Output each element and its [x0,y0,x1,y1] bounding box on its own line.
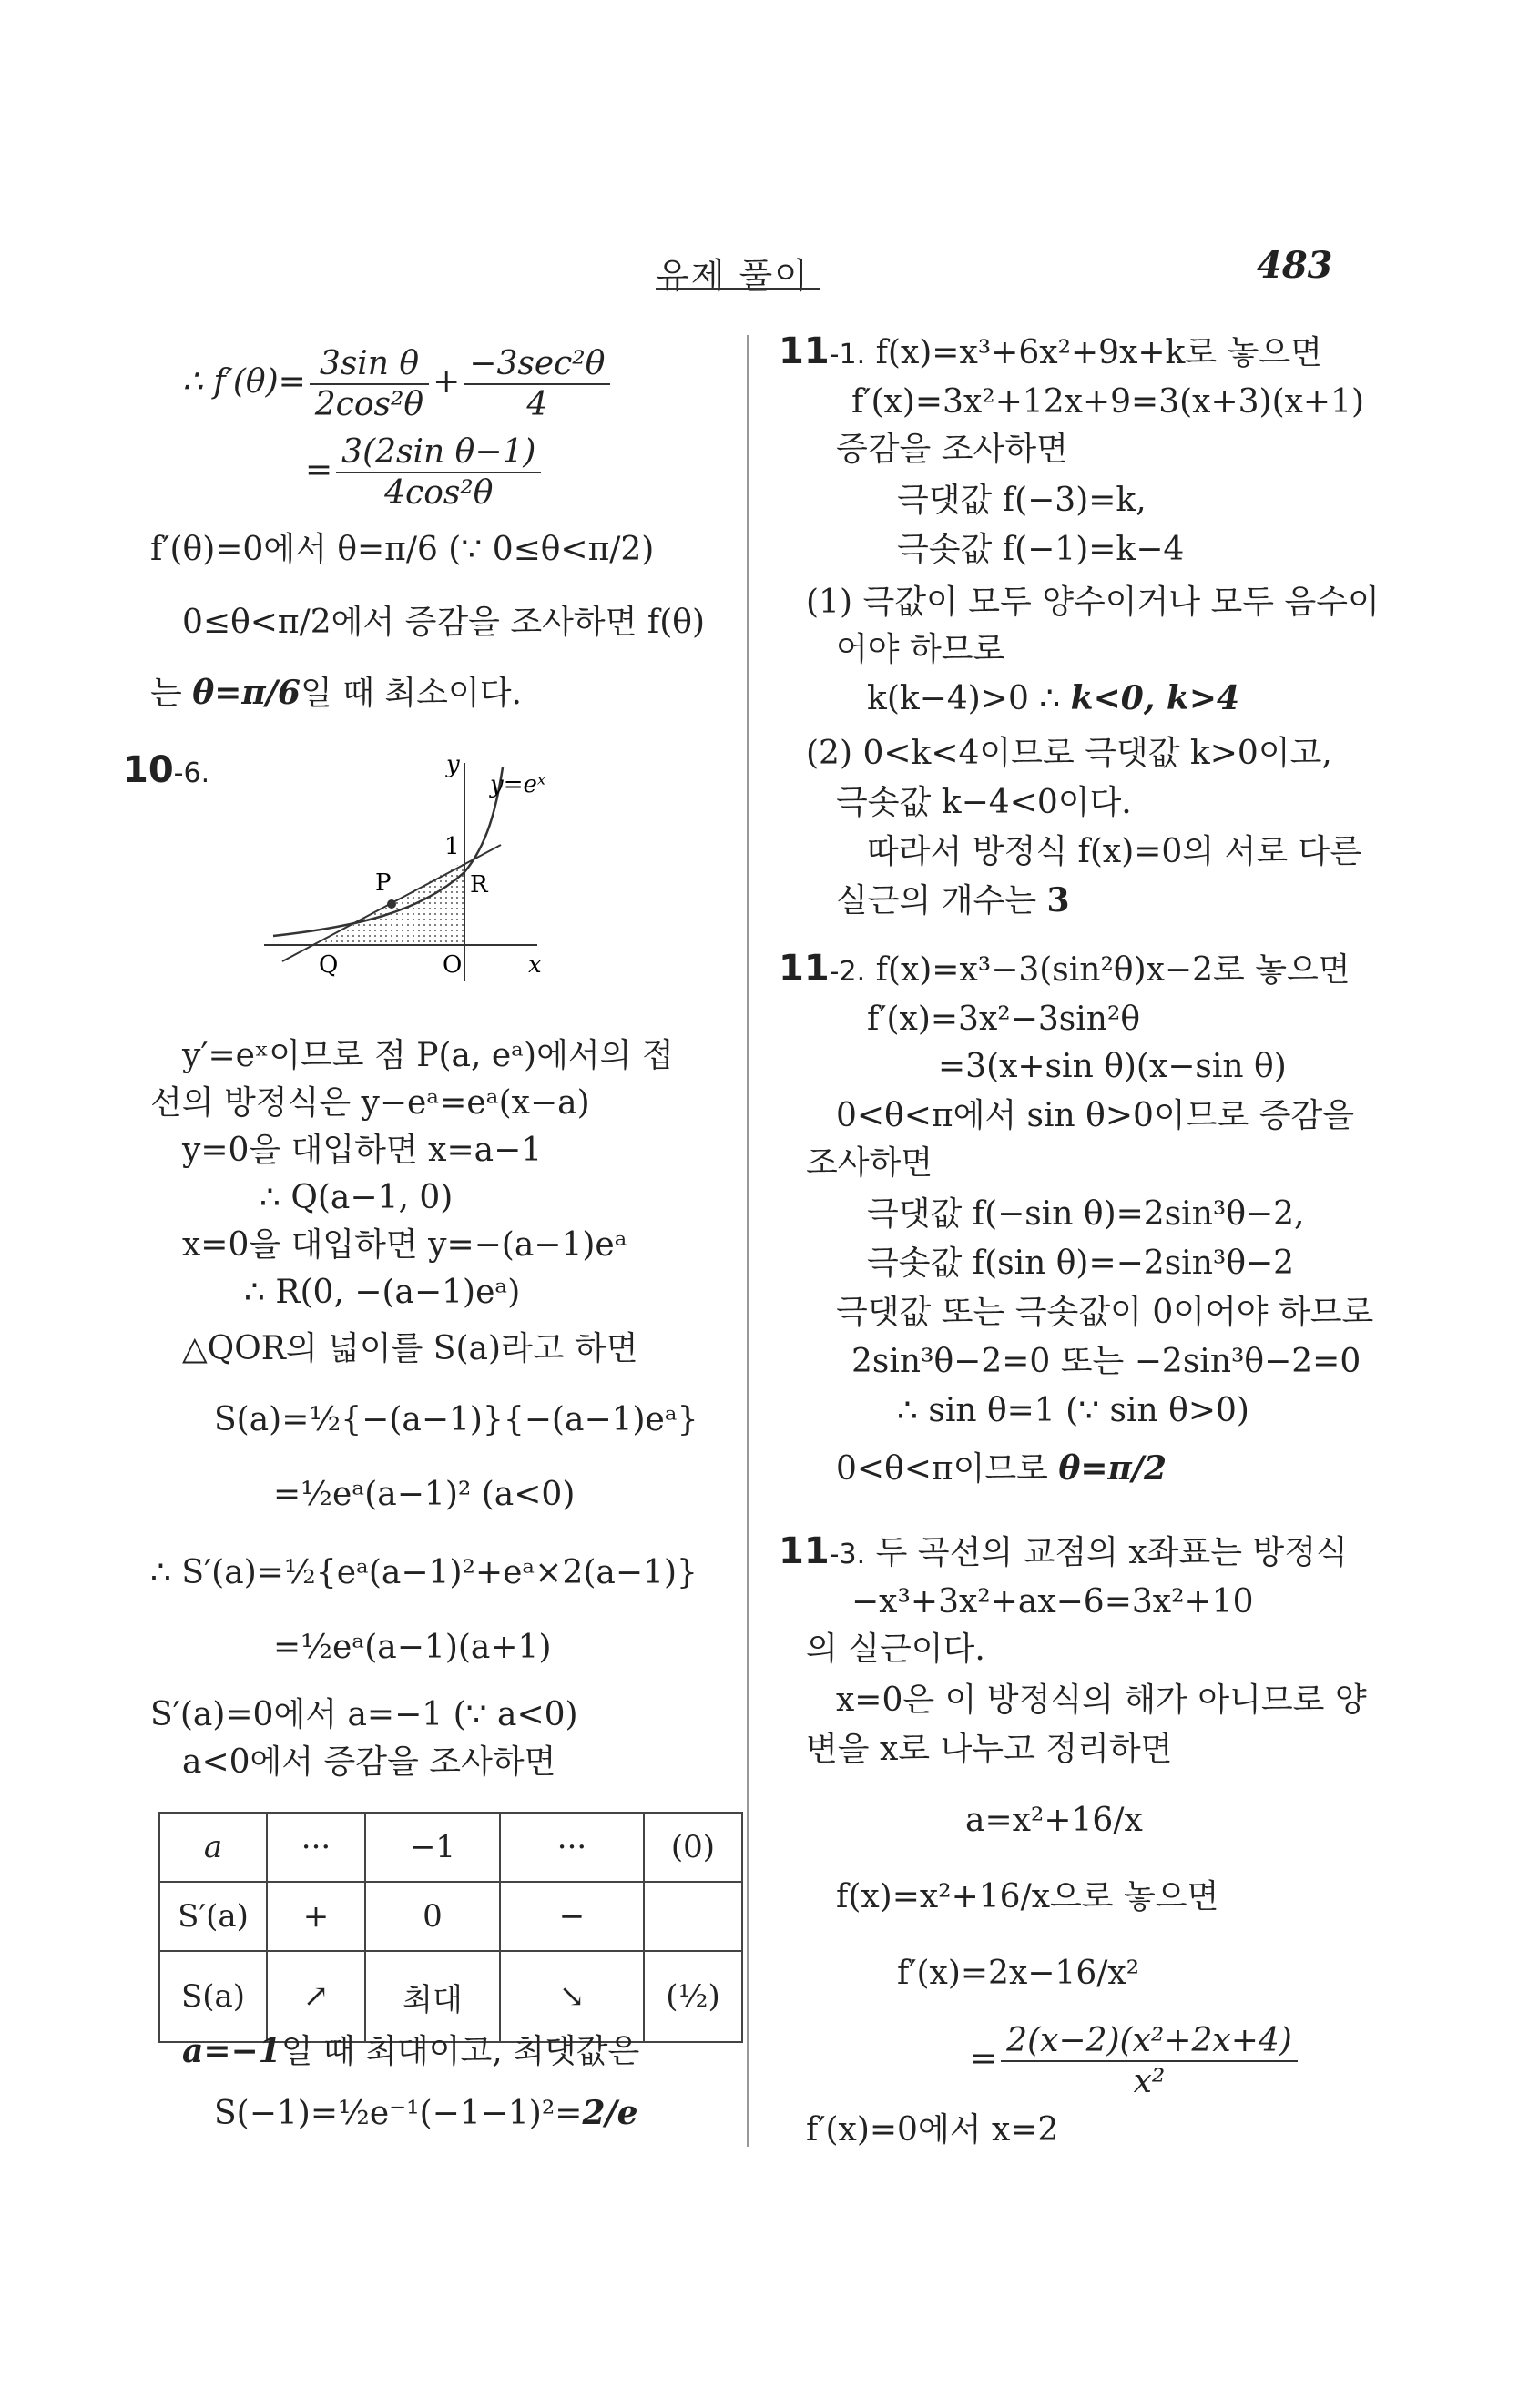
problem-11-3: 11-3. 두 곡선의 교점의 x좌표는 방정식 [779,1530,1348,1572]
derivation-9: =½eᵃ(a−1)² (a<0) [273,1476,576,1513]
right-line-21: 2sin³θ−2=0 또는 −2sin³θ−2=0 [851,1343,1361,1380]
derivation-10: ∴ S′(a)=½{eᵃ(a−1)²+eᵃ×2(a−1)} [150,1554,698,1591]
right-line-2: f′(x)=3x²+12x+9=3(x+3)(x+1) [851,383,1365,421]
header-underline [656,288,820,290]
y-intercept-label: 1 [444,833,460,860]
table-row: S′(a) + 0 − [159,1882,742,1951]
origin-label: O [443,951,463,979]
table-row: a ··· −1 ··· (0) [159,1813,742,1882]
right-line-18: 극댓값 f(−sin θ)=2sin³θ−2, [867,1195,1305,1233]
problem-10-6-label: 10-6. [123,749,210,791]
derivation-3: y=0을 대입하면 x=a−1 [182,1132,543,1169]
right-line-15: =3(x+sin θ)(x−sin θ) [938,1048,1287,1085]
right-line-5: 극솟값 f(−1)=k−4 [897,531,1185,568]
right-line-22: ∴ sin θ=1 (∵ sin θ>0) [897,1392,1249,1429]
right-line-32: = $\frac{\text{2(x−2)(x²+2x+4)}}{\text{x²}}$ [970,2021,1301,2101]
point-p-label: P [375,869,392,897]
right-line-11: 따라서 방정식 f(x)=0의 서로 다른 [867,833,1362,870]
point-r-label: R [470,871,488,899]
table-row: S(a) ↗ 최대 ↘ (½) [159,1951,742,2042]
derivative-line-1: ∴ f′(θ)= $\frac{\text{3sin θ}}{\text{2cos²θ}}$ + $\frac{\text{−3sec²θ}}{4}$ [182,344,614,424]
exponential-graph [264,754,555,991]
y-axis-label: y [446,754,460,778]
derivation-2: 선의 방정식은 y−eᵃ=eᵃ(x−a) [150,1084,590,1122]
right-line-12: 실근의 개수는 3 [836,881,1070,920]
derivation-6: ∴ R(0, −(a−1)eᵃ) [244,1274,521,1311]
derivative-line-2: = $\frac{\text{3(2sin θ−1)}}{\text{4cos²θ}}$ [305,432,545,513]
right-line-27: x=0은 이 방정식의 해가 아니므로 양 [836,1682,1367,1719]
page-number: 483 [1257,244,1333,287]
right-line-25: −x³+3x²+ax−6=3x²+10 [851,1583,1254,1621]
derivation-11: =½eᵃ(a−1)(a+1) [273,1629,552,1666]
right-line-26: 의 실근이다. [806,1631,985,1668]
right-line-7: 어야 하므로 [836,631,1005,668]
min-conclusion: 는 θ=π/6일 때 최소이다. [150,674,522,712]
derivation-12: S′(a)=0에서 a=−1 (∵ a<0) [150,1696,578,1733]
increase-decrease-table [158,1812,743,2043]
derivation-5: x=0을 대입하면 y=−(a−1)eᵃ [182,1226,627,1264]
right-line-19: 극솟값 f(sin θ)=−2sin³θ−2 [867,1245,1295,1282]
right-line-30: f(x)=x²+16/x으로 놓으면 [836,1878,1219,1915]
right-line-4: 극댓값 f(−3)=k, [897,482,1147,519]
derivation-1: y′=eˣ이므로 점 P(a, eᵃ)에서의 접 [182,1037,674,1074]
point-p [387,899,396,909]
point-q-label: Q [319,951,339,979]
right-line-6: (1) 극값이 모두 양수이거나 모두 음수이 [806,584,1380,621]
column-divider [747,335,749,2147]
monotonic-line: 0≤θ<π/2에서 증감을 조사하면 f(θ) [182,604,706,641]
problem-11-1: 11-1. f(x)=x³+6x²+9x+k로 놓으면 [779,330,1322,372]
right-line-23: 0<θ<π이므로 θ=π/2 [836,1449,1167,1488]
curve-label: y=eˣ [490,771,546,798]
right-line-31: f′(x)=2x−16/x² [897,1955,1140,1992]
right-line-9: (2) 0<k<4이므로 극댓값 k>0이고, [806,735,1332,772]
right-line-28: 변을 x로 나누고 정리하면 [806,1731,1173,1768]
right-line-29: a=x²+16/x [965,1802,1143,1839]
critical-point-line: f′(θ)=0에서 θ=π/6 (∵ 0≤θ<π/2) [150,531,655,568]
header-title: 유제 풀이 [656,256,810,296]
max-value-line: S(−1)=½e⁻¹(−1−1)²=2/e [214,2094,638,2132]
derivation-7: △QOR의 넓이를 S(a)라고 하면 [182,1330,638,1367]
x-axis-label: x [528,951,542,979]
right-line-3: 증감을 조사하면 [836,431,1068,468]
derivation-4: ∴ Q(a−1, 0) [260,1179,454,1216]
derivation-8: S(a)=½{−(a−1)}{−(a−1)eᵃ} [214,1401,698,1438]
problem-11-2: 11-2. f(x)=x³−3(sin²θ)x−2로 놓으면 [779,948,1350,990]
right-line-17: 조사하면 [806,1144,933,1182]
derivation-13: a<0에서 증감을 조사하면 [182,1743,556,1781]
right-line-10: 극솟값 k−4<0이다. [836,784,1132,821]
right-line-33: f′(x)=0에서 x=2 [806,2111,1059,2149]
right-line-8: k(k−4)>0 ∴ k<0, k>4 [867,679,1240,717]
max-conclusion: a=−1일 때 최대이고, 최댓값은 [182,2032,640,2070]
right-line-16: 0<θ<π에서 sin θ>0이므로 증감을 [836,1097,1355,1134]
right-line-14: f′(x)=3x²−3sin²θ [867,1001,1141,1038]
right-line-20: 극댓값 또는 극솟값이 0이어야 하므로 [836,1294,1374,1331]
